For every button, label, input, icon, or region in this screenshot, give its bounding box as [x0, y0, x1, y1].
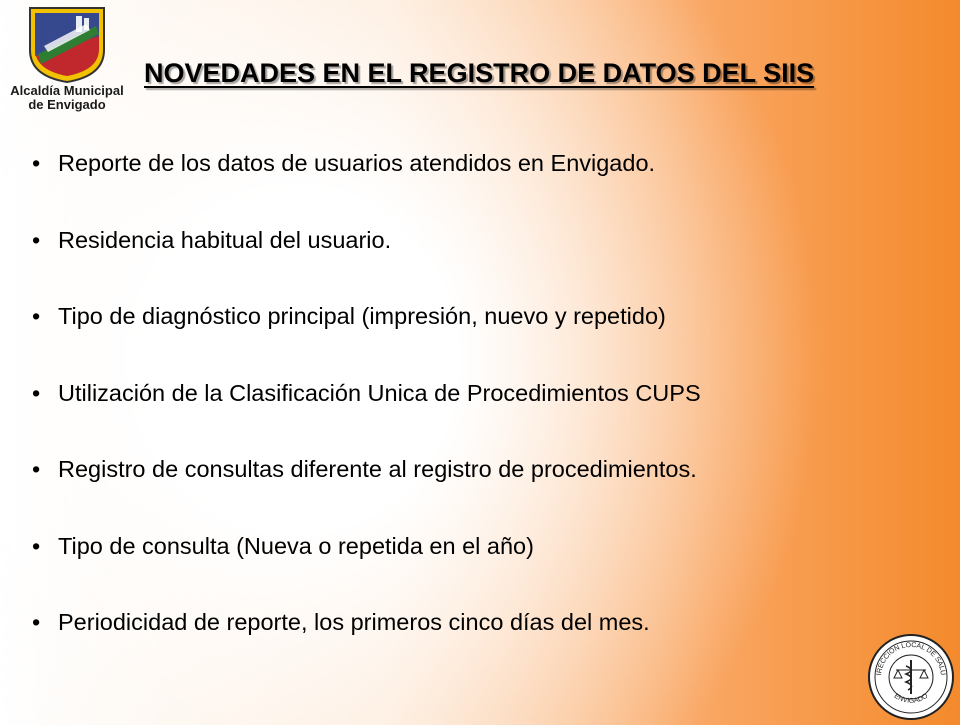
logo-line-2: de Envigado [28, 97, 106, 112]
list-item-text: Tipo de diagnóstico principal (impresión, nuevo y repetido) [58, 303, 666, 329]
bullet-marker: • [32, 379, 41, 406]
salud-seal [866, 630, 956, 720]
list-item [32, 446, 952, 523]
bullet-list [32, 140, 952, 676]
list-item [32, 370, 952, 447]
bullet-marker: • [32, 150, 41, 176]
page-title: NOVEDADES EN EL REGISTRO DE DATOS DEL SIIS [144, 58, 815, 88]
list-item-text: Periodicidad de reporte, los primeros cinco días del mes. [58, 609, 650, 635]
list-item [32, 293, 952, 370]
list-item [32, 599, 952, 676]
list-item [32, 140, 952, 217]
list-item-text: Reporte de los datos de usuarios atendidos en Envigado. [58, 150, 656, 176]
bullet-marker: • [32, 532, 41, 559]
seal-bottom-text: ENVIGADO [892, 692, 930, 705]
alcaldia-logo [4, 4, 130, 128]
bullet-marker: • [32, 456, 41, 482]
seal-top-text: IRECCION LOCAL DE SALU [876, 641, 947, 676]
bullet-marker: • [32, 609, 41, 635]
bullet-marker: • [32, 303, 41, 329]
health-seal-icon [866, 630, 956, 720]
bullet-marker: • [32, 226, 41, 253]
logo-line-1: Alcaldía Municipal [10, 83, 124, 98]
list-item-text: Utilización de la Clasificación Unica de Procedimientos CUPS [58, 379, 701, 406]
list-item [32, 523, 952, 600]
list-item [32, 217, 952, 294]
list-item-text: Registro de consultas diferente al registro de procedimientos. [58, 456, 697, 482]
coat-of-arms-icon [26, 6, 108, 84]
list-item-text: Residencia habitual del usuario. [58, 226, 392, 253]
list-item-text: Tipo de consulta (Nueva o repetida en el año) [58, 532, 534, 559]
